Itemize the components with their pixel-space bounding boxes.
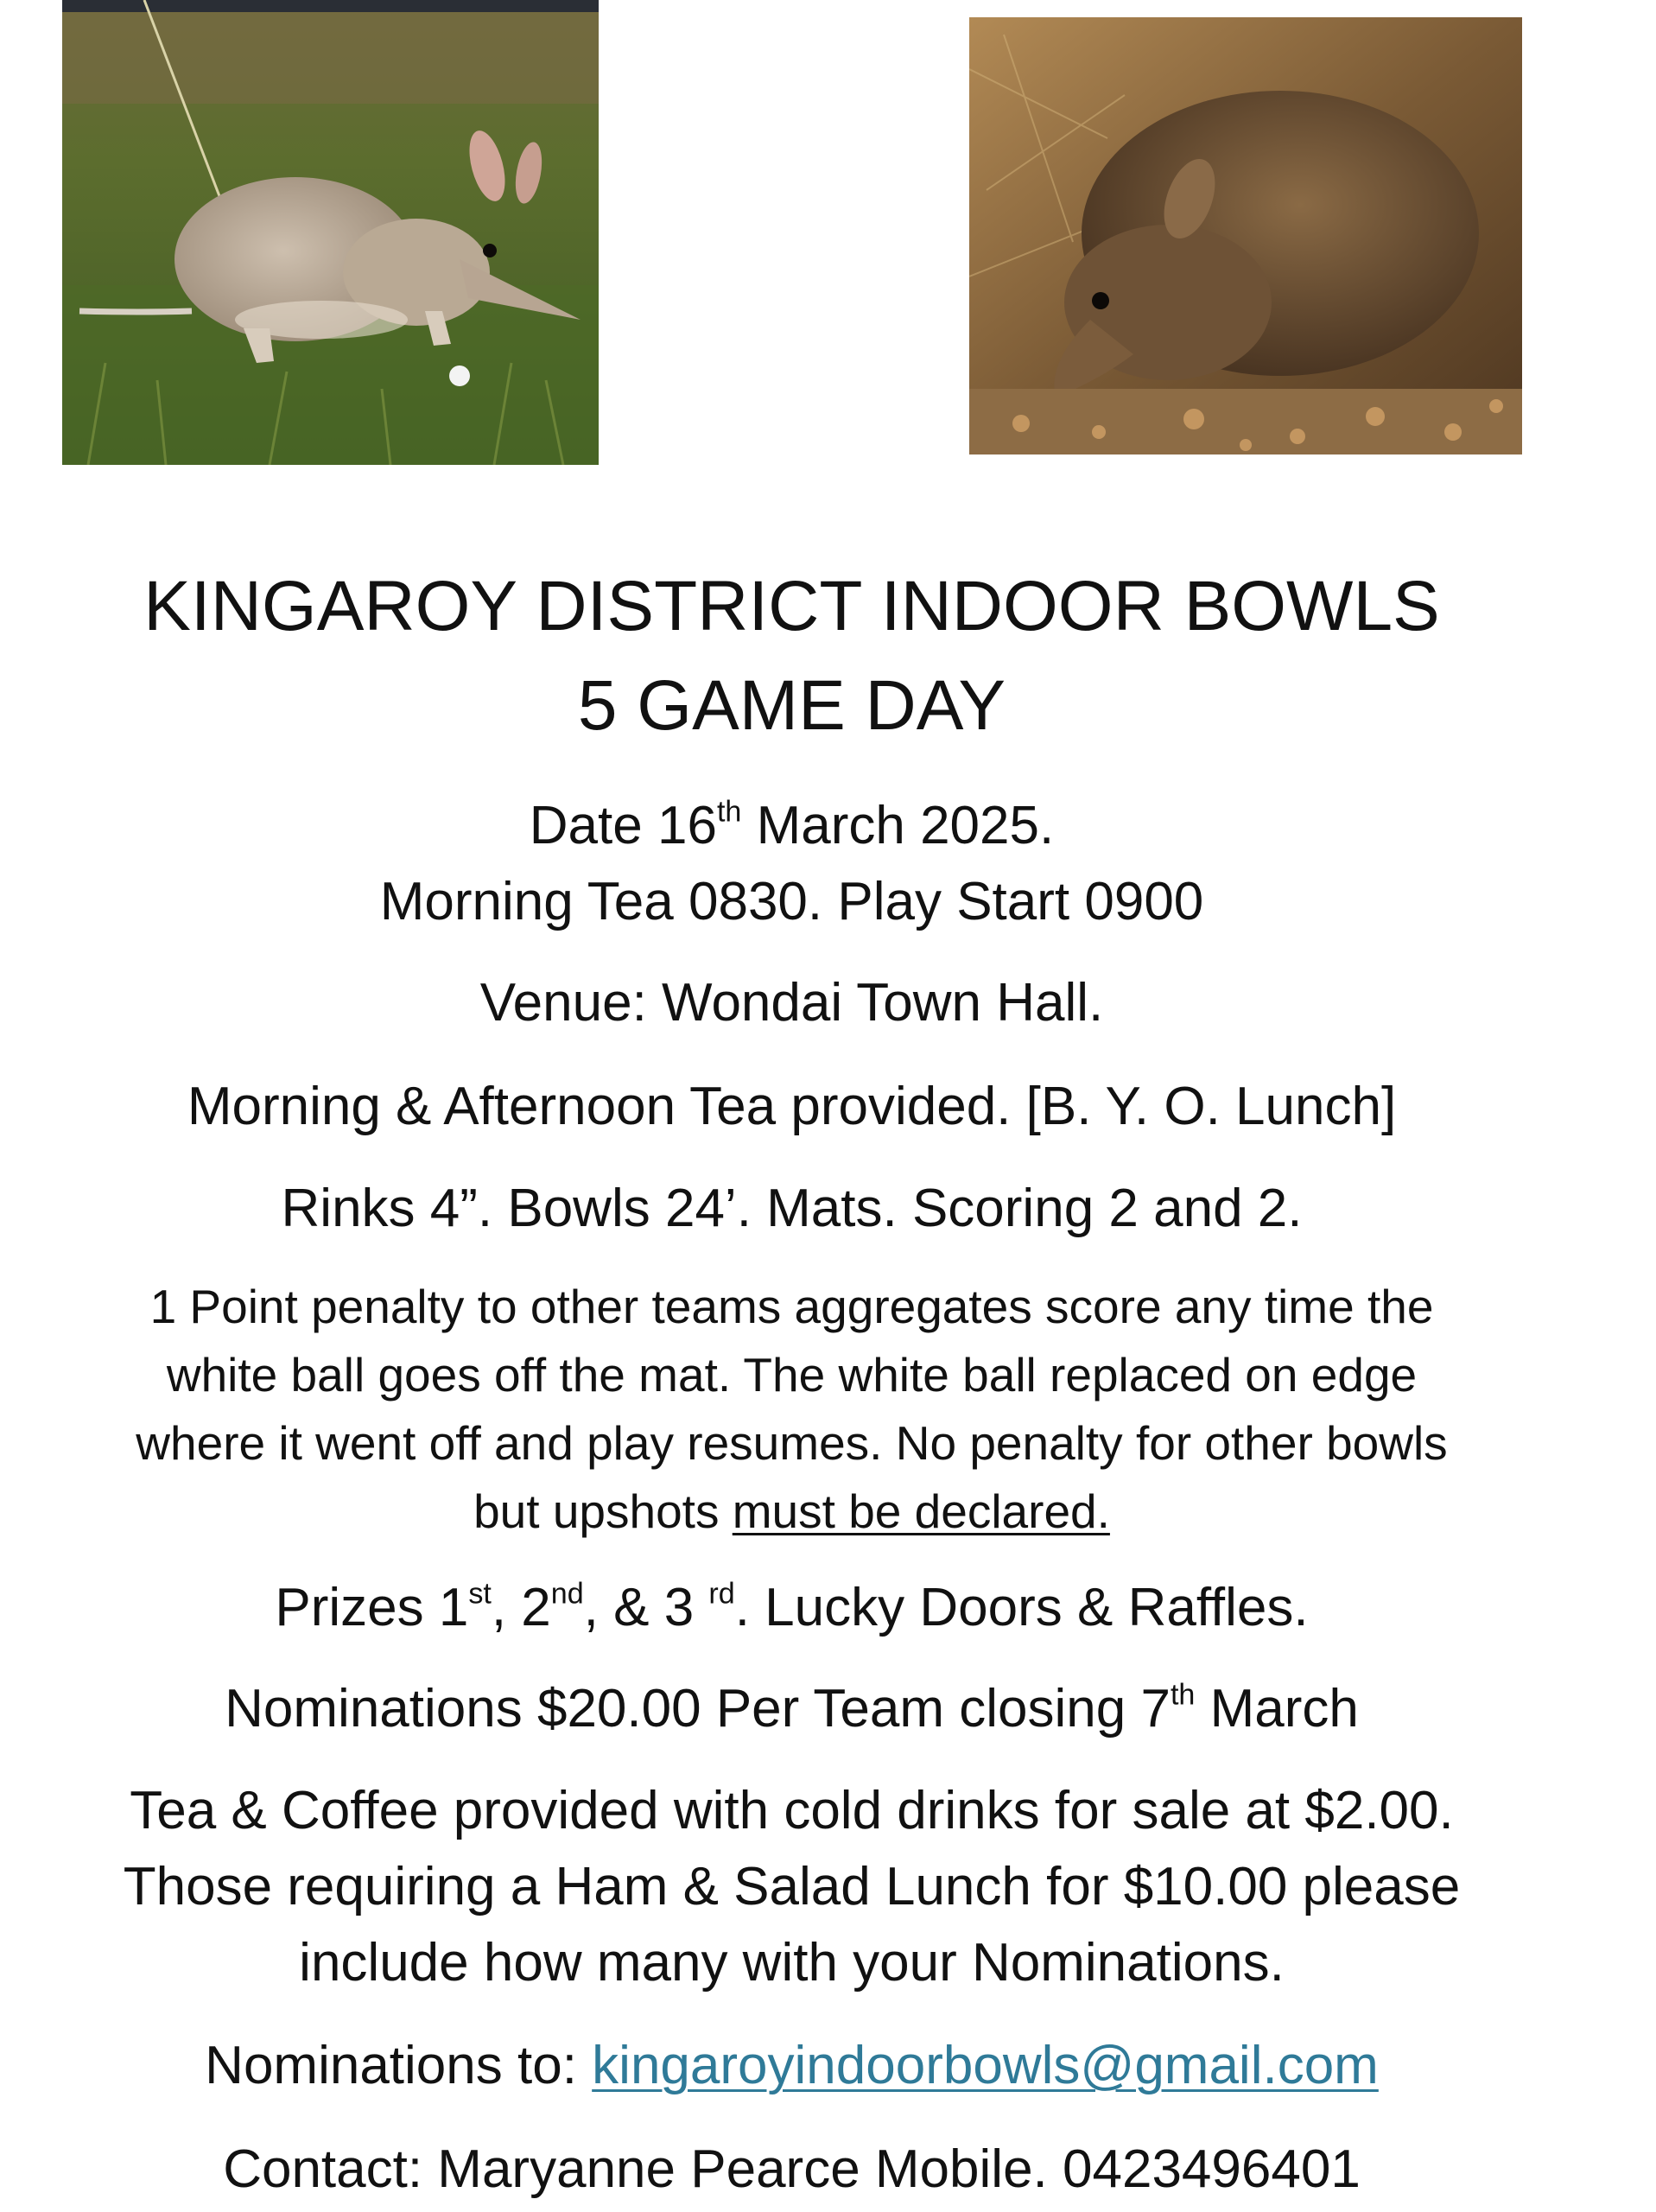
drinks-line-1: Tea & Coffee provided with cold drinks for sale at $2.00. xyxy=(130,1781,1454,1840)
prizes-sup-1: st xyxy=(468,1577,492,1611)
prizes-text-3: , & 3 xyxy=(583,1578,709,1637)
nominations-suffix: March xyxy=(1195,1679,1359,1738)
penalty-line-2: white ball goes off the mat. The white ball replaced on edge xyxy=(166,1348,1418,1402)
nominations-to xyxy=(0,2035,1583,2096)
penalty-line-3: where it went off and play resumes. No penalty for other bowls xyxy=(136,1416,1448,1470)
date-suffix-sup: th xyxy=(716,795,742,829)
bandicoot-left-image xyxy=(62,0,599,465)
penalty-line-1: 1 Point penalty to other teams aggregates score any time the xyxy=(149,1280,1434,1333)
bandicoot-photo-right xyxy=(969,17,1522,454)
event-times: Morning Tea 0830. Play Start 0900 xyxy=(379,872,1204,931)
penalty-line-4-text: but upshots xyxy=(473,1484,733,1538)
prizes-sup-2: nd xyxy=(550,1577,584,1611)
penalty-line-4 xyxy=(0,1484,1583,1539)
nominations-fee xyxy=(0,1678,1583,1739)
prizes-text-1: Prizes 1 xyxy=(275,1578,469,1637)
event-venue: Venue: Wondai Town Hall. xyxy=(479,973,1104,1033)
game-rules: Rinks 4”. Bowls 24’. Mats. Scoring 2 and 2. xyxy=(281,1179,1303,1238)
nominations-prefix: Nominations $20.00 Per Team closing 7 xyxy=(225,1679,1171,1738)
contact-info: Contact: Maryanne Pearce Mobile. 0423496401 xyxy=(223,2139,1361,2199)
title-line-1: KINGAROY DISTRICT INDOOR BOWLS xyxy=(143,567,1440,645)
bandicoot-right-image xyxy=(969,17,1522,454)
date-suffix: March 2025. xyxy=(741,796,1055,855)
event-date xyxy=(0,795,1583,856)
prizes-info xyxy=(0,1577,1583,1638)
email-link[interactable]: kingaroyindoorbowls@gmail.com xyxy=(592,2036,1379,2095)
bandicoot-photo-left xyxy=(62,0,599,465)
drinks-line-2: Those requiring a Ham & Salad Lunch for $10.00 please xyxy=(123,1857,1461,1916)
title-line-2: 5 GAME DAY xyxy=(577,666,1006,745)
catering-info: Morning & Afternoon Tea provided. [B. Y. O. Lunch] xyxy=(187,1077,1397,1136)
date-prefix: Date 16 xyxy=(529,796,717,855)
prizes-text-2: , 2 xyxy=(491,1578,551,1637)
prizes-sup-3: rd xyxy=(708,1577,735,1611)
drinks-line-3: include how many with your Nominations. xyxy=(299,1933,1285,1993)
penalty-declared-underlined: must be declared. xyxy=(732,1484,1110,1538)
nominations-to-label: Nominations to: xyxy=(205,2036,593,2095)
prizes-text-4: . Lucky Doors & Raffles. xyxy=(734,1578,1309,1637)
nominations-sup: th xyxy=(1170,1678,1196,1712)
